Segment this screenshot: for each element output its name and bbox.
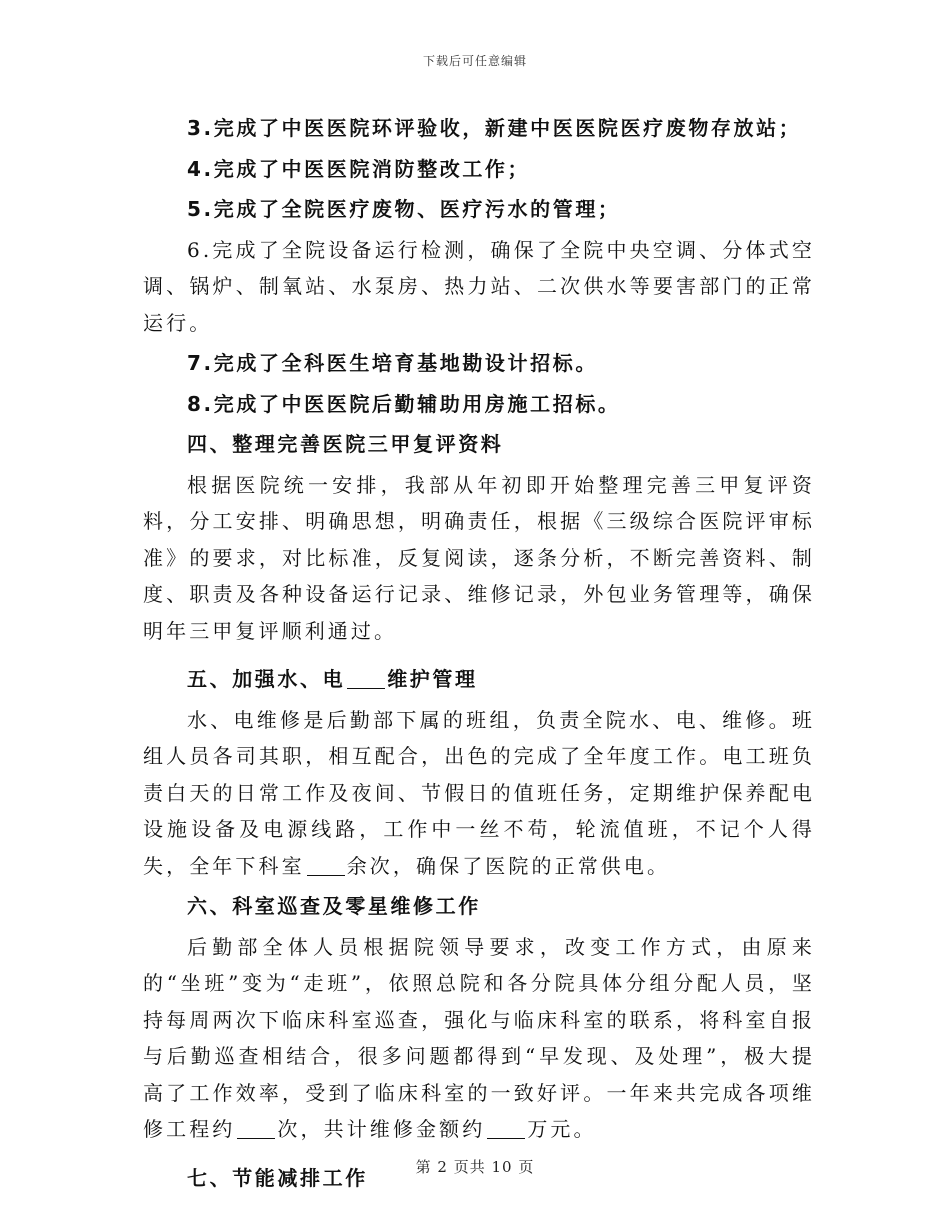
list-item-3: 3.完成了中医医院环评验收，新建中医医院医疗废物存放站； [187, 116, 802, 140]
list-item-5: 5.完成了全院医疗废物、医疗污水的管理； [187, 197, 621, 221]
section-6-text-a: 后勤部全体人员根据院领导要求，改变工作方式，由原来的“坐班”变为“走班”，依照总院和各分院具体分组分配人员，坚持每周两次下临床科室巡查，强化与临床科室的联系，将科室自报与后勤巡查相结合，很多问题都得到“早发现、及处理”，极大提高了工作效率，受到了临床科室的一致好评。一年来共完成各项维修工程约 [143, 934, 815, 1141]
section-6-text-c: 万元。 [527, 1117, 597, 1141]
list-item-4: 4.完成了中医医院消防整改工作； [187, 156, 531, 181]
section-5-paragraph [143, 702, 815, 885]
list-item-7: 7.完成了全科医生培育基地勘设计招标。 [187, 351, 598, 375]
blank-underline [347, 668, 385, 689]
blank-underline [307, 855, 345, 876]
section-5-heading-part-a: 五、加强水、电 [187, 667, 346, 691]
section-6-heading: 六、科室巡查及零星维修工作 [187, 894, 481, 918]
section-4-heading: 四、整理完善医院三甲复评资料 [187, 432, 504, 456]
section-6-text-b: 次，共计维修金额约 [277, 1117, 486, 1141]
page-header-note: 下载后可任意编辑 [422, 54, 527, 68]
list-item-6: 6.完成了全院设备运行检测，确保了全院中央空调、分体式空调、锅炉、制氧站、水泵房、热力站、二次供水等要害部门的正常运行。 [143, 237, 815, 335]
section-5-heading-part-b: 维护管理 [387, 667, 478, 691]
section-5-heading [143, 661, 815, 698]
section-4-paragraph: 根据医院统一安排，我部从年初即开始整理完善三甲复评资料，分工安排、明确思想，明确责任，根据《三级综合医院评审标准》的要求，对比标准，反复阅读，逐条分析，不断完善资料、制度、职责及各种设备运行记录、维修记录，外包业务管理等，确保明年三甲复评顺利通过。 [143, 472, 815, 643]
section-7-heading: 七、节能减排工作 [187, 1165, 368, 1190]
section-5-text-b: 余次，确保了医院的正常供电。 [346, 853, 671, 878]
blank-underline [487, 1118, 525, 1139]
list-item-8: 8.完成了中医医院后勤辅助用房施工招标。 [187, 391, 621, 416]
page-number-footer: 第 2 页共 10 页 [415, 1158, 535, 1176]
section-6-paragraph [143, 929, 815, 1148]
blank-underline [237, 1118, 275, 1139]
section-5-text-a: 水、电维修是后勤部下属的班组，负责全院水、电、维修。班组人员各司其职，相互配合，出色的完成了全年度工作。电工班负责白天的日常工作及夜间、节假日的值班任务，定期维护保养配电设施设备及电源线路，工作中一丝不苟，轮流值班，不记个人得失，全年下科室 [143, 707, 815, 878]
document-body [143, 110, 815, 1196]
